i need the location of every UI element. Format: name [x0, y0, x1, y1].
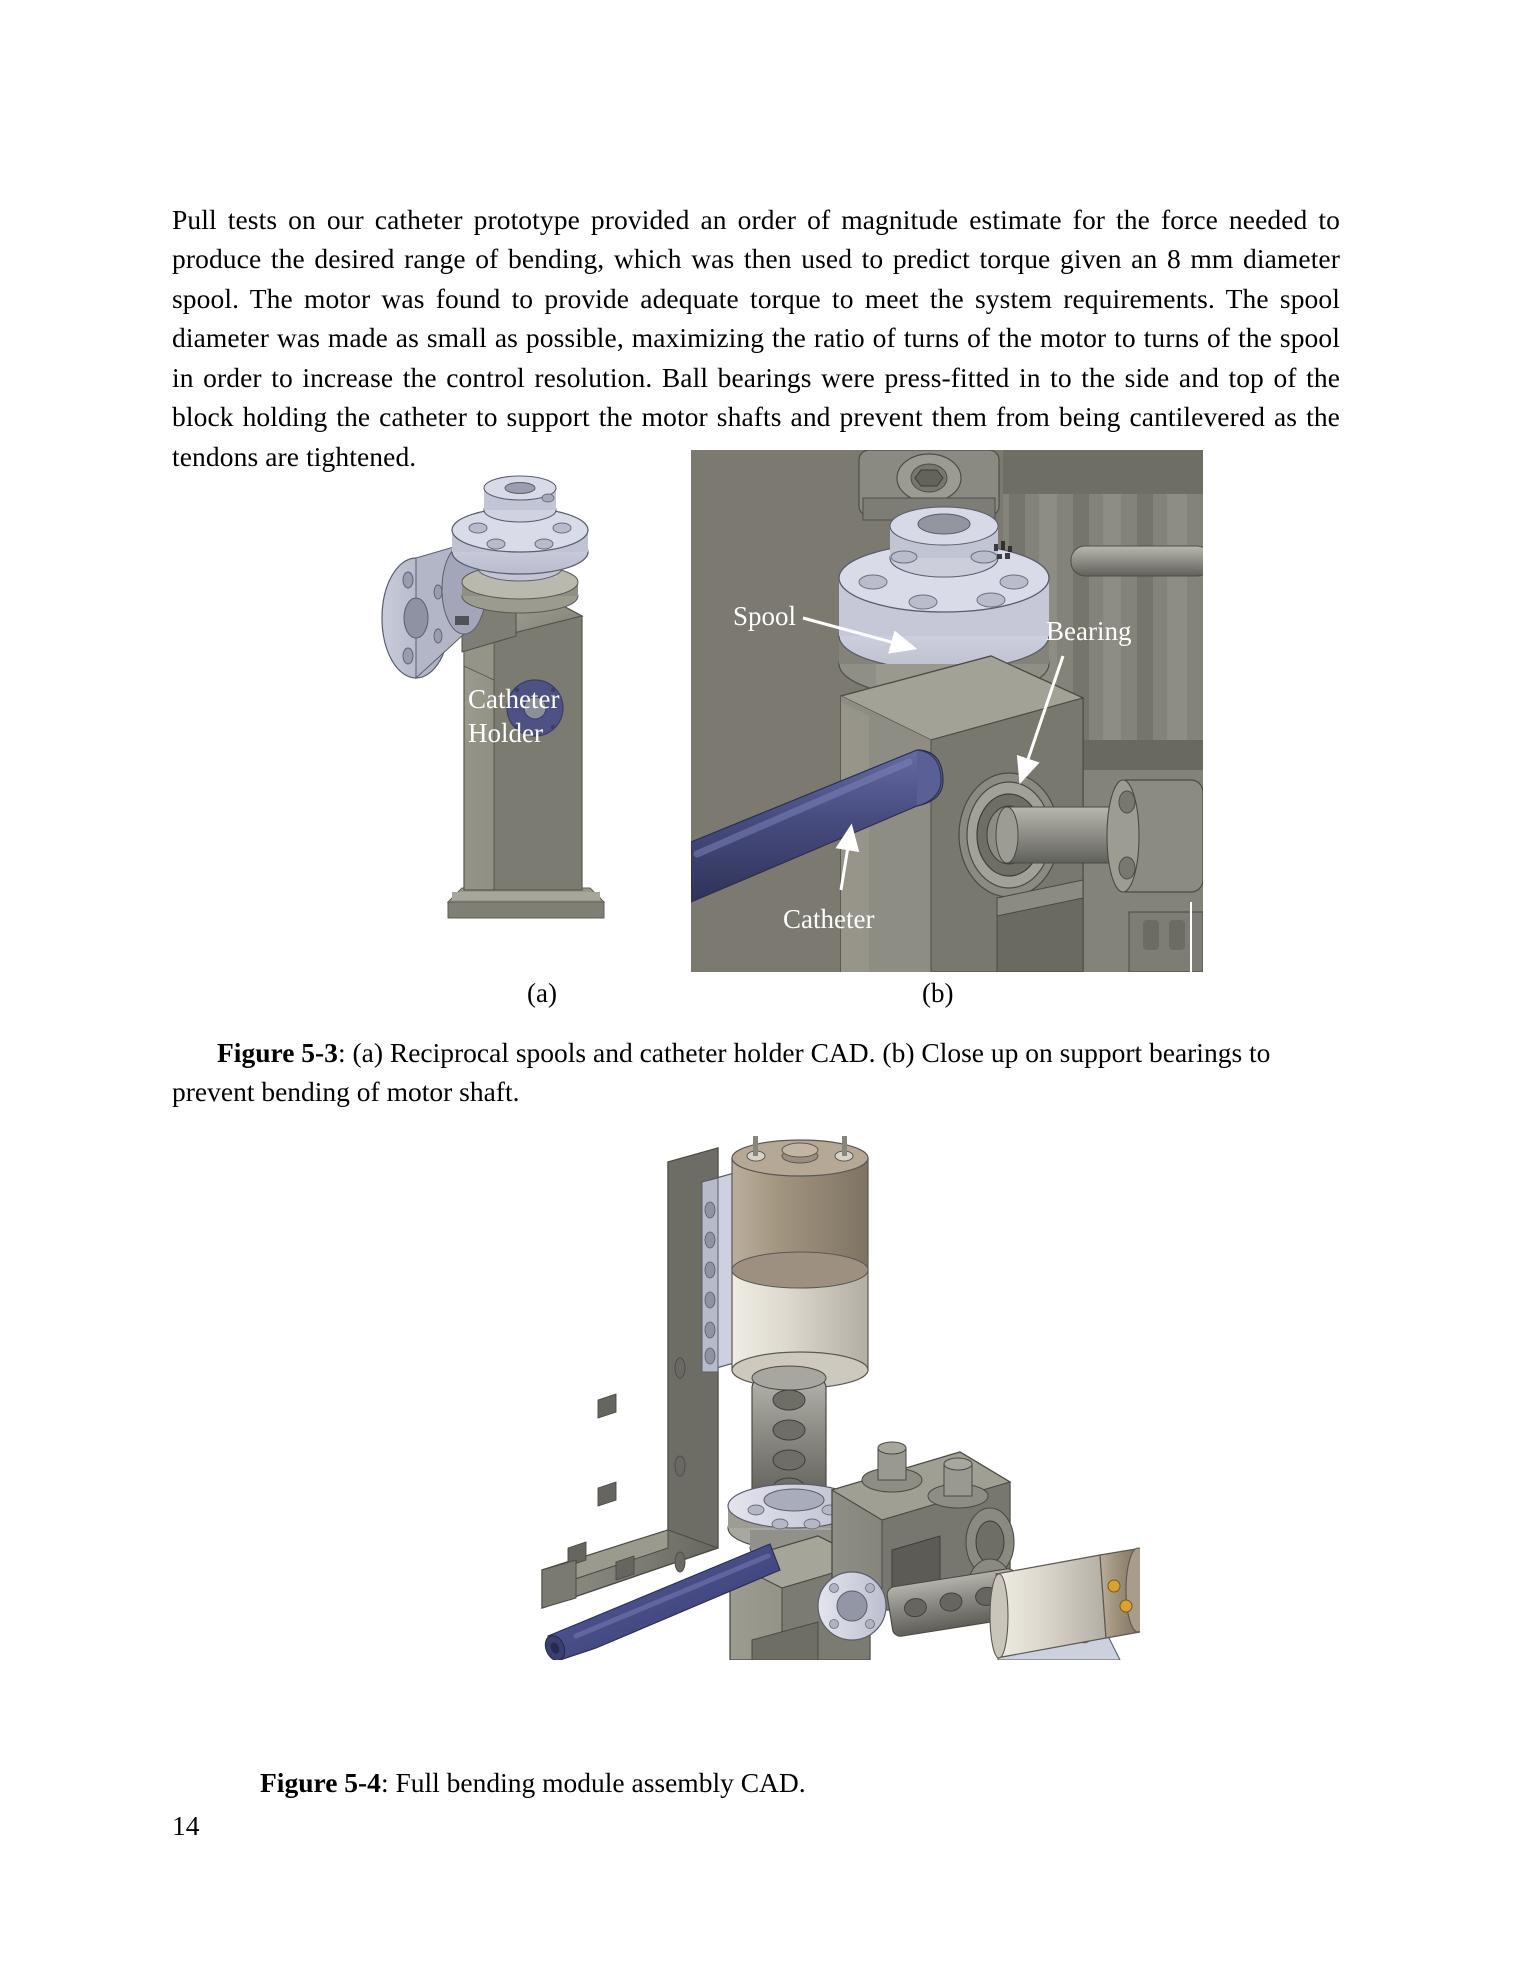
- upper-shaft-bar: [1071, 546, 1203, 576]
- body-paragraph: Pull tests on our catheter prototype provided an order of magnitude estimate for the force needed to produce the desired range of bending, which was then used to predict torque given an 8 mm diameter spool. The motor was found to provide adequate torque to meet the system requirements. The spool diameter was made as small as possible, maximizing the ratio of turns of the motor to turns of the spool in order to increase the control resolution. Ball bearings were press-fitted in to the side and top of the block holding the catheter to support the motor shafts and prevent them from being cantilevered as the tendons are tightened.: [172, 203, 1340, 472]
- figure-5-3-caption-label: Figure 5-3: [217, 1036, 338, 1068]
- figure-5-3-caption-text: : (a) Reciprocal spools and catheter holder CAD. (b) Close up on support bearings to prevent bending of motor shaft.: [172, 1036, 1271, 1107]
- figure-5-4-caption: [172, 1763, 1340, 1803]
- figure-5-4-caption-label: Figure 5-4: [260, 1766, 381, 1798]
- vertical-motor: [732, 1136, 868, 1388]
- figure-5-4-caption-text: : Full bending module assembly CAD.: [380, 1766, 806, 1798]
- vertical-shaft-coupler: [752, 1366, 826, 1502]
- base-plate: [448, 888, 604, 918]
- horizontal-motor: [990, 1548, 1140, 1660]
- panel-a-label-holder: Holder: [468, 718, 543, 748]
- figure-5-3-subcaption-b: (b): [922, 978, 954, 1008]
- panel-b-label-bearing: Bearing: [1046, 616, 1132, 646]
- panel-a-label-catheter: Catheter: [468, 684, 560, 714]
- figure-5-3: [172, 440, 1340, 1008]
- figure-5-3-subcaption-a: (a): [527, 978, 557, 1008]
- cad-drawing-panel-a: [352, 440, 652, 970]
- page-number: 14: [172, 1810, 200, 1841]
- figure-5-3-panels: [172, 440, 1340, 1008]
- figure-5-3-panel-b-image: [691, 450, 1203, 972]
- top-spool-assembly: [452, 476, 588, 613]
- panel-b-label-catheter: Catheter: [783, 904, 875, 934]
- figure-5-3-panel-a-image: [352, 440, 652, 970]
- mounting-bracket: [542, 1148, 718, 1608]
- cad-drawing-panel-b: [691, 450, 1203, 972]
- panel-b-label-spool: Spool: [733, 601, 797, 631]
- figure-5-4-image: [400, 1100, 1140, 1660]
- cad-drawing-figure-5-4: [400, 1100, 1140, 1660]
